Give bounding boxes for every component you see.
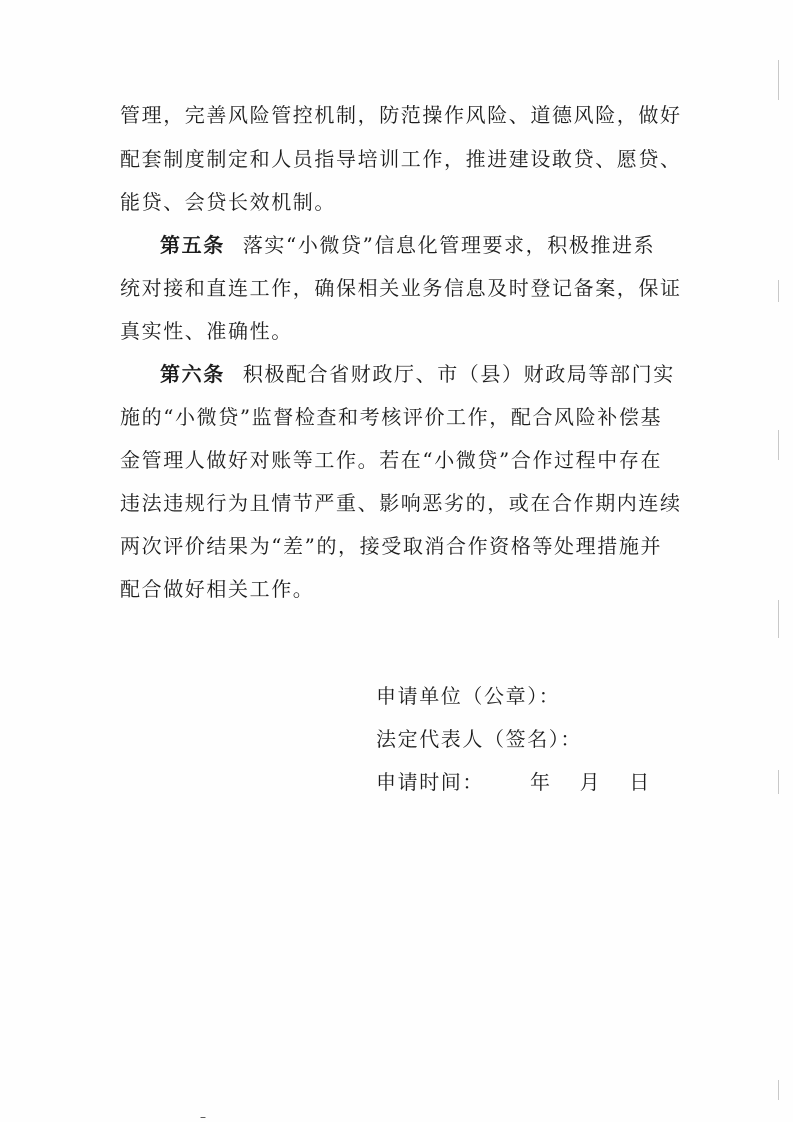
article-5-first-line [160,233,655,257]
article-5-line: 统对接和直连工作，确保相关业务信息及时登记备案，保证 [120,276,682,300]
article-6-heading: 第六条 [160,362,225,386]
scan-artifact [778,600,779,638]
article-5-line: 真实性、准确性。 [120,319,293,343]
article-6-line: 配合做好相关工作。 [120,577,315,601]
month-label: 月 [579,770,602,794]
day-label: 日 [629,770,651,794]
scan-artifact [778,1080,779,1100]
article-5-heading: 第五条 [160,233,225,257]
application-date-line [376,770,651,794]
paragraph-line: 能贷、会贷长效机制。 [120,190,336,214]
article-5-text: 落实“小微贷”信息化管理要求，积极推进系 [242,233,656,257]
article-6-line: 违法违规行为且情节严重、影响恶劣的，或在合作期内连续 [120,491,682,515]
paragraph-line: 配套制度制定和人员指导培训工作，推进建设敢贷、愿贷、 [120,147,682,171]
article-6-text: 积极配合省财政厅、市（县）财政局等部门实 [242,362,675,386]
scan-artifact [778,60,779,100]
article-6-line: 施的“小微贷”监督检查和考核评价工作，配合风险补偿基 [120,405,663,429]
article-6-first-line [160,362,675,386]
applicant-seal-label: 申请单位（公章）： [376,684,561,708]
legal-rep-signature-label: 法定代表人（签名）： [376,727,582,751]
article-6-line: 金管理人做好对账等工作。若在“小微贷”合作过程中存在 [120,448,663,472]
scan-artifact [778,280,779,302]
application-date-label: 申请时间： [376,770,484,794]
scan-artifact [778,770,779,794]
article-6-line: 两次评价结果为“差”的，接受取消合作资格等处理措施并 [120,534,663,558]
year-label: 年 [530,770,552,794]
page-footer-mark: – [200,1110,206,1124]
paragraph-line: 管理，完善风险管控机制，防范操作风险、道德风险，做好 [120,103,682,127]
scan-artifact [778,430,779,460]
